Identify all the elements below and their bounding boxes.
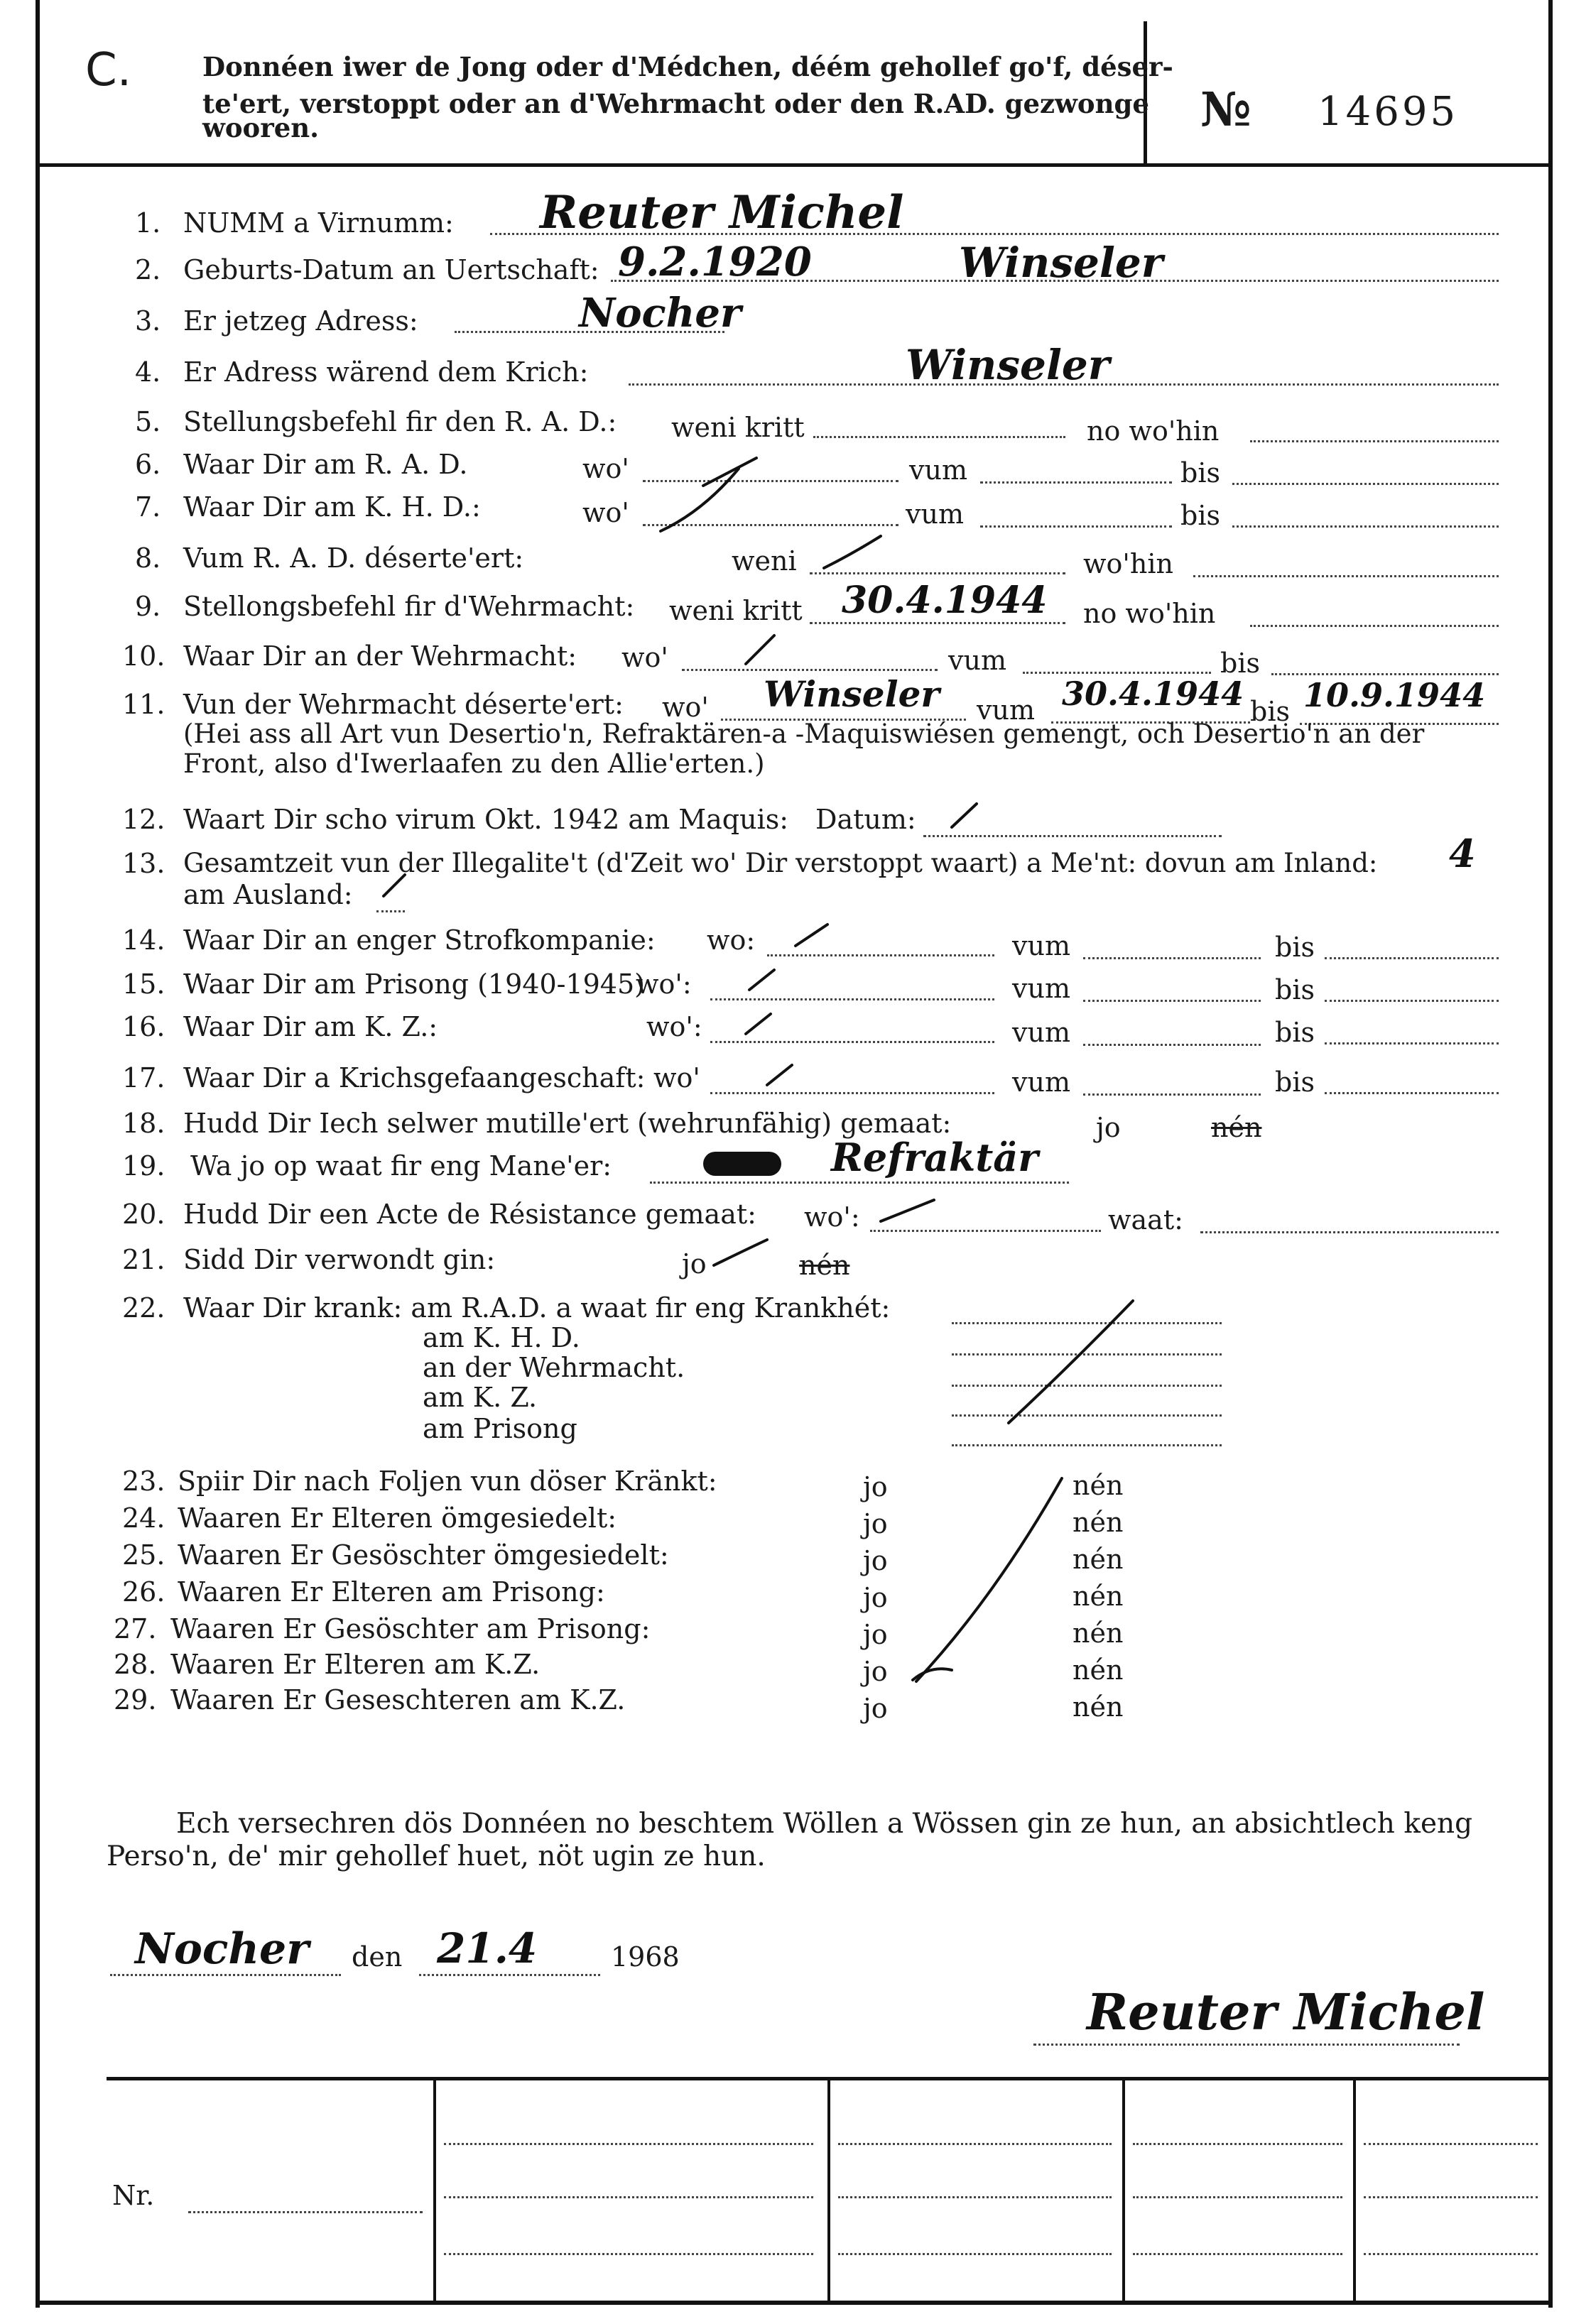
item-11-vum: vum — [977, 694, 1035, 726]
item-16-label: Waar Dir am K. Z.: — [183, 1011, 438, 1042]
item-26-num: 26. — [122, 1576, 165, 1608]
item-13-ausland: am Ausland: — [183, 879, 353, 910]
item-29-nen: nén — [1073, 1691, 1124, 1723]
footer-nr-line — [188, 2191, 423, 2213]
form-number: 14695 — [1318, 89, 1459, 135]
item-25-nen: nén — [1073, 1544, 1124, 1575]
item-28-nen: nén — [1073, 1654, 1124, 1686]
item-9-label: Stellongsbefehl fir d'Wehrmacht: — [183, 591, 635, 622]
item-11-wo-value: Winseler — [764, 673, 940, 715]
item-29-label: Waaren Er Geseschteren am K.Z. — [170, 1684, 626, 1715]
item-1-num: 1. — [135, 207, 161, 239]
stroke-item-7 — [661, 469, 739, 531]
item-16-wo: wo': — [646, 1011, 702, 1042]
item-15-wo: wo': — [636, 969, 692, 1000]
item-3-value: Nocher — [579, 290, 742, 337]
item-4-label: Er Adress wärend dem Krich: — [183, 356, 589, 388]
signature-den: den — [352, 1941, 403, 1973]
item-23-label: Spiir Dir nach Foljen vun döser Kränkt: — [178, 1466, 717, 1497]
item-7-num: 7. — [135, 491, 161, 523]
item-23-jo: jo — [863, 1471, 888, 1502]
item-27-num: 27. — [114, 1613, 157, 1644]
number-symbol: № — [1200, 82, 1251, 137]
item-15-num: 15. — [122, 969, 165, 1000]
item-9-nowohin: no wo'hin — [1083, 598, 1216, 629]
stroke-item-13 — [384, 875, 405, 896]
footer-col2-line-1 — [838, 2123, 1112, 2145]
stroke-item-16 — [746, 1014, 771, 1034]
item-26-label: Waaren Er Elteren am Prisong: — [178, 1576, 605, 1608]
item-22-sub-1: am K. H. D. — [423, 1322, 580, 1353]
item-18-jo: jo — [1096, 1112, 1121, 1143]
signature: Reuter Michel — [1087, 1982, 1485, 2041]
item-6-label: Waar Dir am R. A. D. — [183, 449, 468, 480]
item-29-num: 29. — [114, 1684, 157, 1715]
item-20-label: Hudd Dir een Acte de Résistance gemaat: — [183, 1199, 756, 1230]
header-title-1: Donnéen iwer de Jong oder d'Médchen, déém gehollef go'f, déser- — [202, 51, 1173, 82]
footer-col2-line-3 — [838, 2233, 1112, 2255]
item-9-weni: weni kritt — [669, 595, 803, 626]
footer-col2-line-2 — [838, 2176, 1112, 2198]
stroke-item-10 — [746, 635, 774, 664]
item-22-num: 22. — [122, 1292, 165, 1324]
item-24-jo: jo — [863, 1508, 888, 1539]
item-3-num: 3. — [135, 305, 161, 337]
item-12-num: 12. — [122, 804, 165, 835]
item-25-label: Waaren Er Gesöschter ömgesiedelt: — [178, 1539, 669, 1571]
signature-place: Nocher — [135, 1924, 309, 1974]
item-21-jo: jo — [682, 1248, 707, 1280]
item-8-num: 8. — [135, 542, 161, 574]
item-22-sub-4: am Prisong — [423, 1413, 577, 1444]
item-17-num: 17. — [122, 1062, 165, 1093]
item-22-sub-3: am K. Z. — [423, 1382, 538, 1413]
item-13-num: 13. — [122, 848, 165, 879]
item-7-wo: wo' — [582, 497, 629, 528]
item-13-label: Gesamtzeit vun der Illegalite't (d'Zeit wo' Dir verstoppt waart) a Me'nt: dovun am Inland: — [183, 848, 1378, 878]
item-16-num: 16. — [122, 1011, 165, 1042]
item-14-bis: bis — [1275, 932, 1315, 963]
item-5-weni: weni kritt — [671, 412, 805, 443]
item-6-wo: wo' — [582, 453, 629, 484]
item-17-bis: bis — [1275, 1066, 1315, 1098]
item-18-label: Hudd Dir Iech selwer mutille'ert (wehrunfähig) gemaat: — [183, 1108, 952, 1139]
footer-col-3 — [1122, 2077, 1125, 2304]
item-1-label: NUMM a Virnumm: — [183, 207, 454, 239]
item-27-label: Waaren Er Gesöschter am Prisong: — [170, 1613, 651, 1644]
item-11-vum-value: 30.4.1944 — [1062, 675, 1244, 713]
item-4-value: Winseler — [906, 341, 1110, 389]
item-1-value: Reuter Michel — [540, 186, 904, 239]
item-2-num: 2. — [135, 254, 161, 285]
item-11-note-2: Front, also d'Iwerlaafen zu den Allie'erten.) — [183, 748, 765, 779]
footer-col-2 — [827, 2077, 830, 2304]
stroke-item-21 — [714, 1240, 767, 1265]
item-10-vum: vum — [948, 645, 1006, 676]
item-18-nen: nén — [1211, 1112, 1262, 1143]
item-27-nen: nén — [1073, 1617, 1124, 1649]
item-17-wo: wo' — [653, 1062, 700, 1093]
item-8-weni: weni — [732, 545, 797, 577]
item-13-inland-value: 4 — [1449, 831, 1476, 876]
item-9-value: 30.4.1944 — [842, 579, 1048, 622]
item-5-nowohin: no wo'hin — [1087, 415, 1220, 447]
item-7-bis: bis — [1180, 500, 1220, 531]
item-11-bis-value: 10.9.1944 — [1303, 676, 1486, 714]
item-2-date: 9.2.1920 — [618, 239, 812, 285]
stroke-item-22 — [1009, 1301, 1133, 1423]
item-20-wo: wo': — [804, 1201, 860, 1233]
header-title-2: te'ert, verstoppt oder an d'Wehrmacht oder den R.AD. gezwonge — [202, 88, 1149, 119]
item-8-label: Vum R. A. D. déserte'ert: — [183, 542, 524, 574]
footer-col-4 — [1353, 2077, 1356, 2304]
item-15-vum: vum — [1012, 973, 1070, 1004]
item-8-wohin: wo'hin — [1083, 548, 1173, 579]
item-22-label: Waar Dir krank: am R.A.D. a waat fir eng Krankhét: — [183, 1292, 891, 1324]
item-7-vum: vum — [906, 498, 964, 530]
footer-nr-label: Nr. — [112, 2180, 155, 2211]
item-10-bis: bis — [1220, 648, 1260, 679]
item-10-num: 10. — [122, 640, 165, 672]
signature-year: 1968 — [611, 1941, 680, 1973]
item-24-num: 24. — [122, 1502, 165, 1534]
item-16-bis: bis — [1275, 1017, 1315, 1048]
item-25-jo: jo — [863, 1545, 888, 1576]
item-4-num: 4. — [135, 356, 161, 388]
item-21-label: Sidd Dir verwondt gin: — [183, 1244, 496, 1275]
item-29-jo: jo — [863, 1693, 888, 1724]
item-6-vum: vum — [909, 454, 967, 486]
footer-col1-line-3 — [444, 2233, 813, 2255]
item-11-num: 11. — [122, 689, 165, 720]
item-23-num: 23. — [122, 1466, 165, 1497]
stroke-item-15 — [749, 970, 774, 990]
stroke-items-23-29 — [916, 1478, 1062, 1681]
item-16-vum: vum — [1012, 1017, 1070, 1048]
item-12-label: Waart Dir scho virum Okt. 1942 am Maquis: — [183, 804, 789, 835]
item-11-bis: bis — [1250, 696, 1290, 727]
item-11-wo: wo' — [662, 692, 709, 723]
item-6-bis: bis — [1180, 457, 1220, 489]
item-27-jo: jo — [863, 1619, 888, 1650]
declaration-line-1: Ech versechren dös Donnéen no beschtem Wöllen a Wössen gin ze hun, an absichtlech keng — [176, 1808, 1473, 1840]
item-21-nen: nén — [799, 1250, 850, 1281]
item-2-place: Winseler — [959, 239, 1163, 287]
stroke-item-12 — [952, 804, 977, 827]
item-2-label: Geburts-Datum an Uertschaft: — [183, 254, 599, 285]
item-10-label: Waar Dir an der Wehrmacht: — [183, 640, 577, 672]
item-6-num: 6. — [135, 449, 161, 480]
footer-col1-line-1 — [444, 2123, 813, 2145]
stroke-item-20 — [881, 1200, 934, 1221]
item-10-wo: wo' — [621, 642, 668, 673]
item-17-vum: vum — [1012, 1066, 1070, 1098]
item-21-num: 21. — [122, 1244, 165, 1275]
stroke-item-6 — [703, 458, 756, 486]
stroke-item-8 — [824, 536, 881, 568]
item-19-value: Refraktär — [831, 1135, 1038, 1180]
item-18-num: 18. — [122, 1108, 165, 1139]
declaration-line-2: Perso'n, de' mir gehollef huet, nöt ugin ze hun. — [107, 1840, 766, 1872]
footer-col4-line-3 — [1364, 2233, 1538, 2255]
item-19-num: 19. — [122, 1150, 165, 1182]
footer-col4-line-1 — [1364, 2123, 1538, 2145]
footer-col3-line-3 — [1133, 2233, 1342, 2255]
stroke-item-14 — [796, 924, 827, 946]
item-11-label: Vun der Wehrmacht déserte'ert: — [183, 689, 624, 720]
item-19-label: Wa jo op waat fir eng Mane'er: — [190, 1150, 612, 1182]
item-14-vum: vum — [1012, 930, 1070, 961]
section-letter: C. — [85, 44, 132, 97]
footer-col4-line-2 — [1364, 2176, 1538, 2198]
footer-col1-line-2 — [444, 2176, 813, 2198]
item-22-sub-2: an der Wehrmacht. — [423, 1352, 685, 1383]
stroke-item-17 — [767, 1065, 792, 1085]
item-14-num: 14. — [122, 924, 165, 956]
item-14-wo: wo: — [707, 924, 756, 956]
item-20-waat: waat: — [1108, 1204, 1183, 1235]
item-23-nen: nén — [1073, 1470, 1124, 1501]
item-7-label: Waar Dir am K. H. D.: — [183, 491, 481, 523]
item-11-note-1: (Hei ass all Art vun Desertio'n, Refraktären-a -Maquiswiésen gemengt, och Desertio'n an der — [183, 719, 1425, 749]
item-5-num: 5. — [135, 406, 161, 437]
item-3-label: Er jetzeg Adress: — [183, 305, 418, 337]
footer-col-1 — [433, 2077, 436, 2304]
footer-col3-line-1 — [1133, 2123, 1342, 2145]
item-26-jo: jo — [863, 1582, 888, 1613]
footer-col3-line-2 — [1133, 2176, 1342, 2198]
item-25-num: 25. — [122, 1539, 165, 1571]
item-28-num: 28. — [114, 1649, 157, 1680]
item-17-label: Waar Dir a Krichsgefaangeschaft: — [183, 1062, 646, 1093]
item-26-nen: nén — [1073, 1581, 1124, 1612]
item-24-nen: nén — [1073, 1507, 1124, 1538]
signature-date: 21.4 — [437, 1924, 538, 1973]
item-14-label: Waar Dir an enger Strofkompanie: — [183, 924, 656, 956]
item-9-num: 9. — [135, 591, 161, 622]
item-28-jo: jo — [863, 1656, 888, 1687]
item-24-label: Waaren Er Elteren ömgesiedelt: — [178, 1502, 617, 1534]
item-12-datum: Datum: — [815, 804, 916, 835]
item-28-label: Waaren Er Elteren am K.Z. — [170, 1649, 541, 1680]
item-15-label: Waar Dir am Prisong (1940-1945) — [183, 969, 645, 1000]
item-20-num: 20. — [122, 1199, 165, 1230]
header-title-3: wooren. — [202, 112, 320, 143]
item-15-bis: bis — [1275, 974, 1315, 1005]
item-5-label: Stellungsbefehl fir den R. A. D.: — [183, 406, 617, 437]
